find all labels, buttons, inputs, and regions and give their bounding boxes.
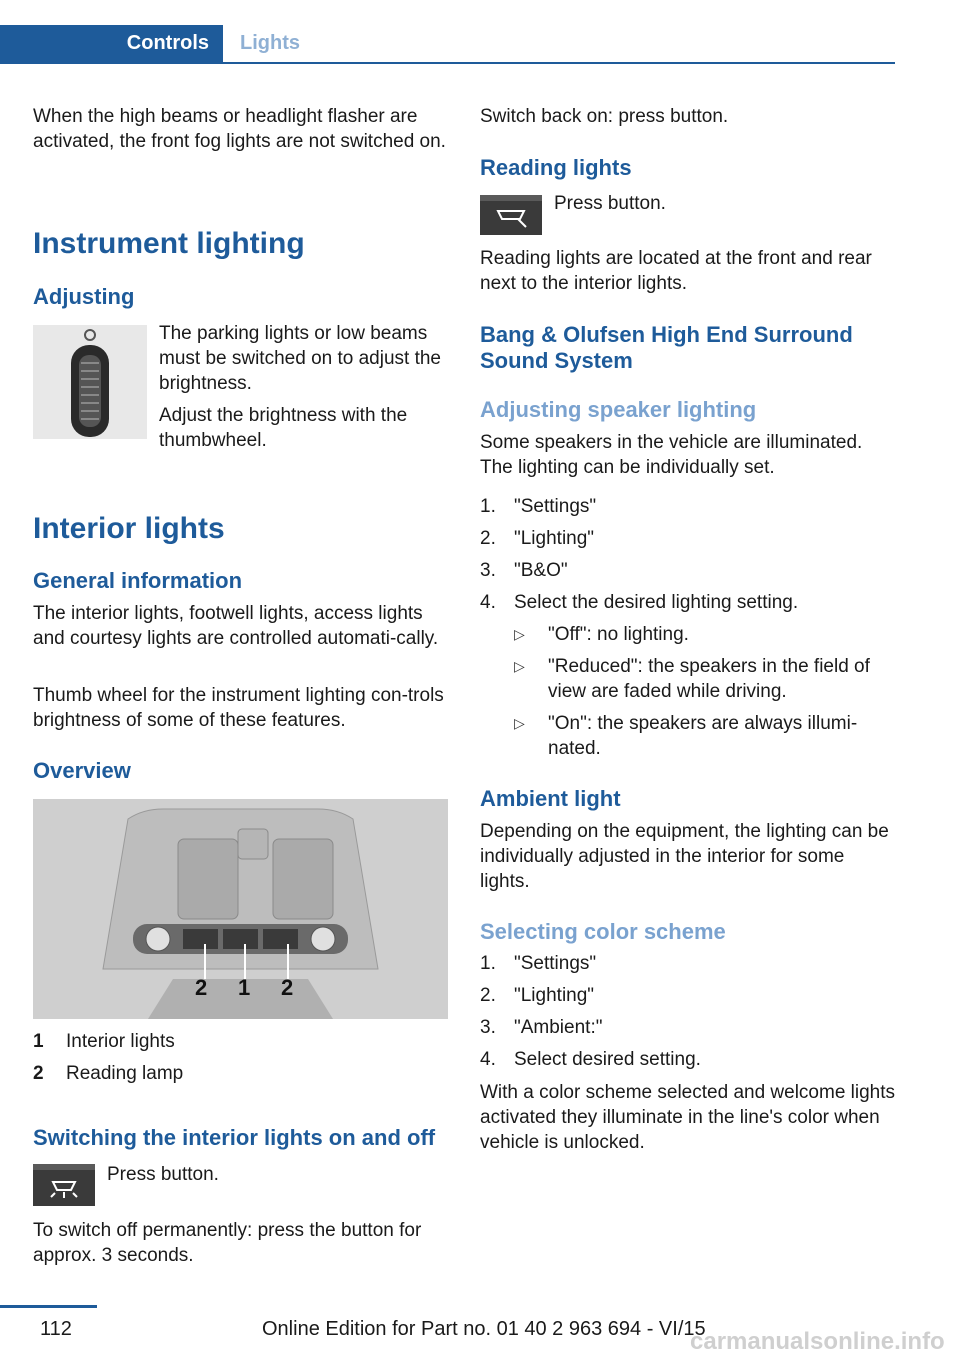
interior-lights-figure — [33, 799, 448, 1019]
page-number: 112 — [40, 1318, 72, 1340]
step-number: 2. — [480, 528, 496, 549]
option-text: "Reduced": the speakers in the field of view are faded while driving. — [548, 656, 870, 702]
heading-bang-olufsen: Bang & Olufsen High End Surround Sound System — [480, 322, 853, 373]
legend-text: Reading lamp — [66, 1063, 184, 1084]
speaker-steps-list — [480, 494, 896, 622]
heading-switching: Switching the interior lights on and off — [33, 1125, 436, 1150]
watermark: carmanualsonline.info — [690, 1328, 945, 1355]
list-item — [480, 494, 896, 519]
intro-text: When the high beams or headlight flasher are activated, the front fog lights are not switched on. — [33, 106, 446, 152]
step-text: "B&O" — [514, 560, 568, 581]
triangle-bullet-icon: ▷ — [514, 715, 525, 731]
tab-controls[interactable]: Controls — [0, 25, 223, 62]
heading-overview: Overview — [33, 758, 131, 783]
list-item — [480, 590, 896, 615]
reading-light-button-image — [480, 195, 542, 235]
list-item — [514, 622, 896, 647]
adjust-text-1: The parking lights or low beams must be switched on to adjust the brightness. — [159, 323, 441, 394]
step-text: Select desired setting. — [514, 1049, 701, 1070]
figure-label: 2 — [195, 975, 208, 1000]
step-number: 4. — [480, 592, 496, 613]
triangle-bullet-icon: ▷ — [514, 626, 525, 642]
interior-light-icon — [33, 1164, 95, 1206]
speaker-text: Some speakers in the vehicle are illuminated. The lighting can be individually set. — [480, 432, 863, 478]
list-item — [480, 951, 896, 976]
figure-label: 2 — [281, 975, 294, 1000]
heading-general-information: General information — [33, 568, 243, 593]
reading-press-text: Press button. — [554, 193, 666, 214]
heading-ambient-light: Ambient light — [480, 786, 621, 811]
adjust-text-2: Adjust the brightness with the thumbwheel. — [159, 405, 408, 451]
heading-instrument-lighting: Instrument lighting — [33, 227, 305, 260]
final-text: With a color scheme selected and welcome lights activated they illuminate in the line's color when vehicle is unlocked. — [480, 1082, 896, 1153]
heading-adjusting: Adjusting — [33, 284, 135, 309]
list-item — [480, 983, 896, 1008]
ambient-text: Depending on the equipment, the lighting can be individually adjusted in the interior for some lights. — [480, 821, 889, 892]
lighting-options-list — [480, 622, 896, 768]
list-item — [480, 1047, 896, 1072]
list-item — [514, 654, 896, 704]
reading-text: Reading lights are located at the front and rear next to the interior lights. — [480, 248, 872, 294]
step-number: 1. — [480, 953, 496, 974]
triangle-bullet-icon: ▷ — [514, 658, 525, 674]
footer-line — [0, 1305, 97, 1308]
figure-label: 1 — [238, 975, 251, 1000]
thumbwheel-image — [33, 325, 147, 439]
list-item — [480, 1015, 896, 1040]
tab-lights[interactable]: Lights — [240, 32, 300, 54]
step-text: "Settings" — [514, 953, 597, 974]
step-number: 3. — [480, 1017, 496, 1038]
list-item — [480, 558, 896, 583]
interior-light-button-image — [33, 1164, 95, 1206]
general-text-2: Thumb wheel for the instrument lighting con-trols brightness of some of these features. — [33, 685, 444, 731]
switch-off-text: To switch off permanently: press the button for approx. 3 seconds. — [33, 1220, 422, 1266]
step-text: "Lighting" — [514, 985, 595, 1006]
legend-number: 1 — [33, 1031, 44, 1052]
option-text: "On": the speakers are always illumi-nated. — [548, 713, 858, 759]
list-item — [480, 526, 896, 551]
list-item — [514, 711, 896, 761]
edition-text: Online Edition for Part no. 01 40 2 963 694 - VI/15 — [262, 1318, 706, 1340]
step-number: 2. — [480, 985, 496, 1006]
step-text: Select the desired lighting setting. — [514, 592, 799, 613]
press-button-text: Press button. — [107, 1164, 219, 1185]
step-number: 4. — [480, 1049, 496, 1070]
general-text-1: The interior lights, footwell lights, access lights and courtesy lights are controlled automati-cally. — [33, 603, 439, 649]
heading-adjusting-speaker-lighting: Adjusting speaker lighting — [480, 397, 757, 422]
heading-interior-lights: Interior lights — [33, 512, 225, 545]
option-text: "Off": no lighting. — [548, 624, 689, 645]
step-text: "Ambient:" — [514, 1017, 603, 1038]
step-text: "Settings" — [514, 496, 597, 517]
step-number: 1. — [480, 496, 496, 517]
color-steps-list — [480, 951, 896, 1079]
step-number: 3. — [480, 560, 496, 581]
switch-back-text: Switch back on: press button. — [480, 106, 729, 127]
legend-number: 2 — [33, 1063, 44, 1084]
heading-selecting-color-scheme: Selecting color scheme — [480, 919, 726, 944]
step-text: "Lighting" — [514, 528, 595, 549]
legend-text: Interior lights — [66, 1031, 175, 1052]
heading-reading-lights: Reading lights — [480, 155, 632, 180]
reading-light-icon — [480, 195, 542, 235]
thumbwheel-icon — [33, 325, 147, 439]
